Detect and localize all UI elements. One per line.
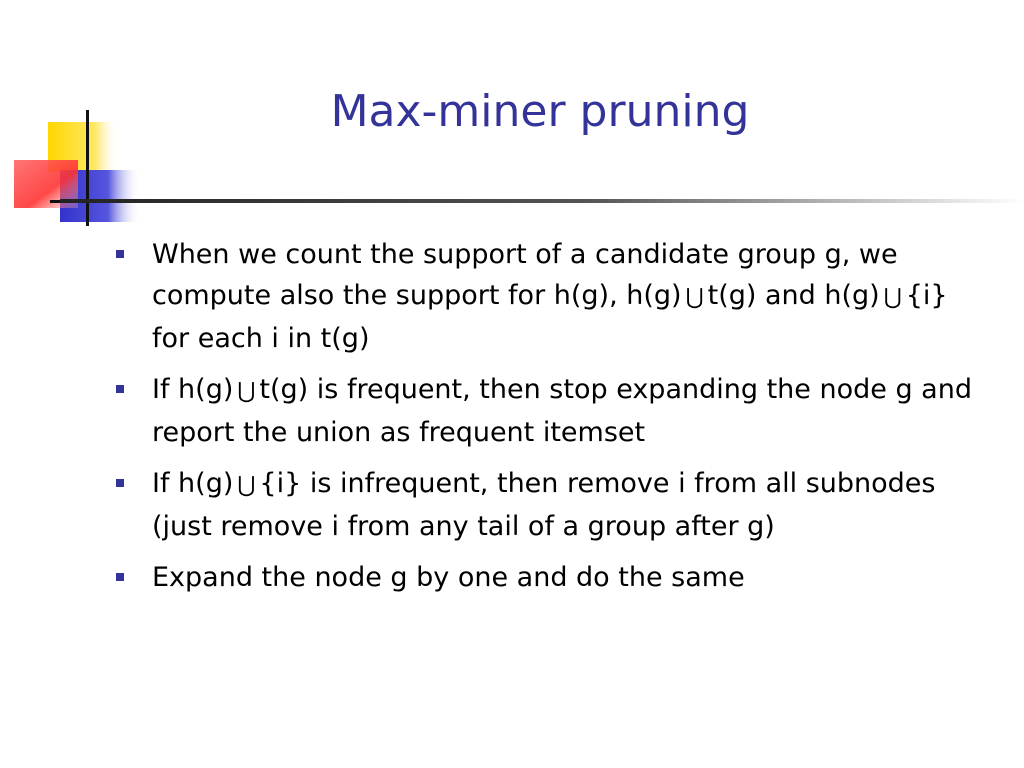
slide-title: Max-miner pruning bbox=[330, 86, 750, 137]
square-bullet-icon bbox=[116, 479, 124, 487]
bullet-text-part: {i} is infrequent, then remove i from all subnodes (just remove i from any tail of a group after g) bbox=[152, 468, 936, 542]
bullet-text bbox=[152, 369, 992, 453]
union-symbol: ⋃ bbox=[237, 473, 256, 498]
union-symbol: ⋃ bbox=[883, 285, 902, 310]
bullet-text-part: t(g) and h(g) bbox=[707, 280, 880, 311]
square-bullet-icon bbox=[116, 385, 124, 393]
bullet-text-part: If h(g) bbox=[152, 374, 234, 405]
bullet-item-3 bbox=[112, 463, 992, 547]
square-bullet-icon bbox=[116, 573, 124, 581]
bullet-text-part: {i} for each i in t(g) bbox=[152, 280, 948, 354]
bullet-text bbox=[152, 463, 992, 547]
decorative-corner-graphic bbox=[0, 100, 150, 230]
bullet-text-part: When we count the support of a candidate group g, we compute also the support for h(g), h(g) bbox=[152, 239, 898, 311]
bullet-list bbox=[112, 234, 992, 608]
union-symbol: ⋃ bbox=[685, 285, 704, 310]
corner-squares-icon bbox=[0, 100, 150, 230]
bullet-text-part: t(g) is frequent, then stop expanding the node g and report the union as frequent itemset bbox=[152, 374, 972, 448]
bullet-text-part: Expand the node g by one and do the same bbox=[152, 562, 745, 593]
title-divider-line bbox=[60, 197, 1024, 205]
bullet-item-2 bbox=[112, 369, 992, 453]
bullet-text-part: If h(g) bbox=[152, 468, 234, 499]
bullet-item-1 bbox=[112, 234, 992, 359]
square-bullet-icon bbox=[116, 250, 124, 258]
union-symbol: ⋃ bbox=[237, 379, 256, 404]
bullet-text bbox=[152, 234, 992, 359]
bullet-text bbox=[152, 557, 992, 598]
bullet-item-4 bbox=[112, 557, 992, 598]
